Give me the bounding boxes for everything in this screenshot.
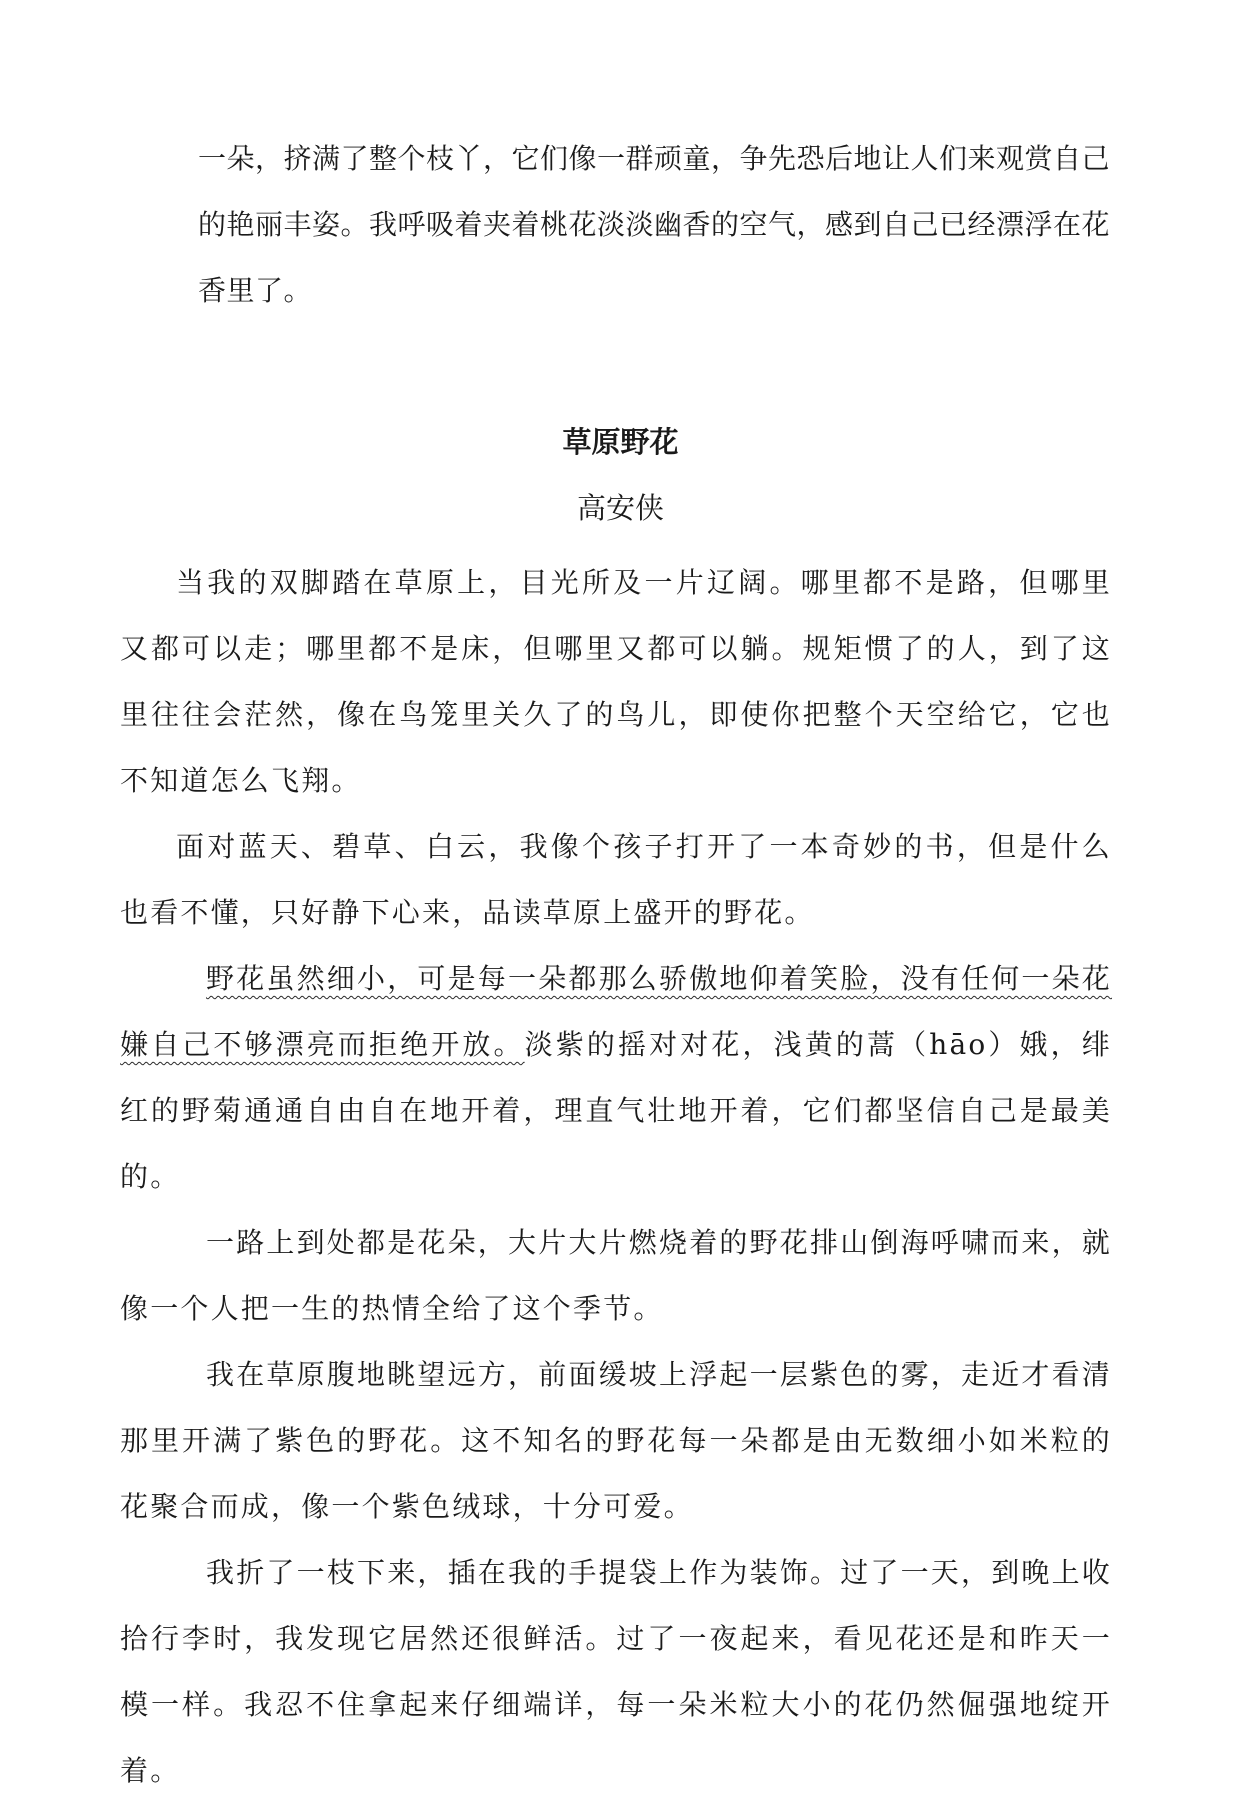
paragraph-5: 我在草原腹地眺望远方，前面缓坡上浮起一层紫色的雾，走近才看清那里开满了紫色的野花。这不知名的野花每一朵都是由无数细小如米粒的花聚合而成，像一个紫色绒球，十分可爱。 — [120, 1358, 1113, 1523]
paragraph-3-rest: 淡紫的摇对对花，浅黄的蒿（hāo）娥，绯红的野菊通通自由自在地开着，理直气壮地开着，它们都坚信自己是最美的。 — [120, 1028, 1112, 1193]
article-title: 草原野花 — [562, 425, 679, 459]
paragraph-6: 我折了一枝下来，插在我的手提袋上作为装饰。过了一天，到晚上收拾行李时，我发现它居然还很鲜活。过了一夜起来，看见花还是和昨天一模一样。我忍不住拿起来仔细端详，每一朵米粒大小的花仍然倔强地绽开着。 — [120, 1556, 1113, 1787]
previous-passage-ending: 一朵，挤满了整个枝丫，它们像一群顽童，争先恐后地让人们来观赏自己的艳丽丰姿。我呼吸着夹着桃花淡淡幽香的空气，感到自己已经漂浮在花香里了。 — [198, 142, 1111, 307]
article-body — [120, 550, 1112, 1804]
article-author: 高安侠 — [576, 491, 664, 525]
paragraph-2: 面对蓝天、碧草、白云，我像个孩子打开了一本奇妙的书，但是什么也看不懂，只好静下心来，品读草原上盛开的野花。 — [120, 830, 1112, 929]
underlined-sentence: 野花虽然细小，可是每一朵都那么骄傲地仰着笑脸，没有任何一朵花嫌自己不够漂亮而拒绝开放。 — [120, 962, 1113, 1061]
paragraph-1: 当我的双脚踏在草原上，目光所及一片辽阔。哪里都不是路，但哪里又都可以走；哪里都不是床，但哪里又都可以躺。规矩惯了的人，到了这里往往会茫然，像在鸟笼里关久了的鸟儿，即使你把整个天空给它，它也不知道怎么飞翔。 — [120, 566, 1112, 797]
paragraph-4: 一路上到处都是花朵，大片大片燃烧着的野花排山倒海呼啸而来，就像一个人把一生的热情全给了这个季节。 — [120, 1226, 1113, 1325]
paragraph-3 — [120, 946, 1112, 1210]
